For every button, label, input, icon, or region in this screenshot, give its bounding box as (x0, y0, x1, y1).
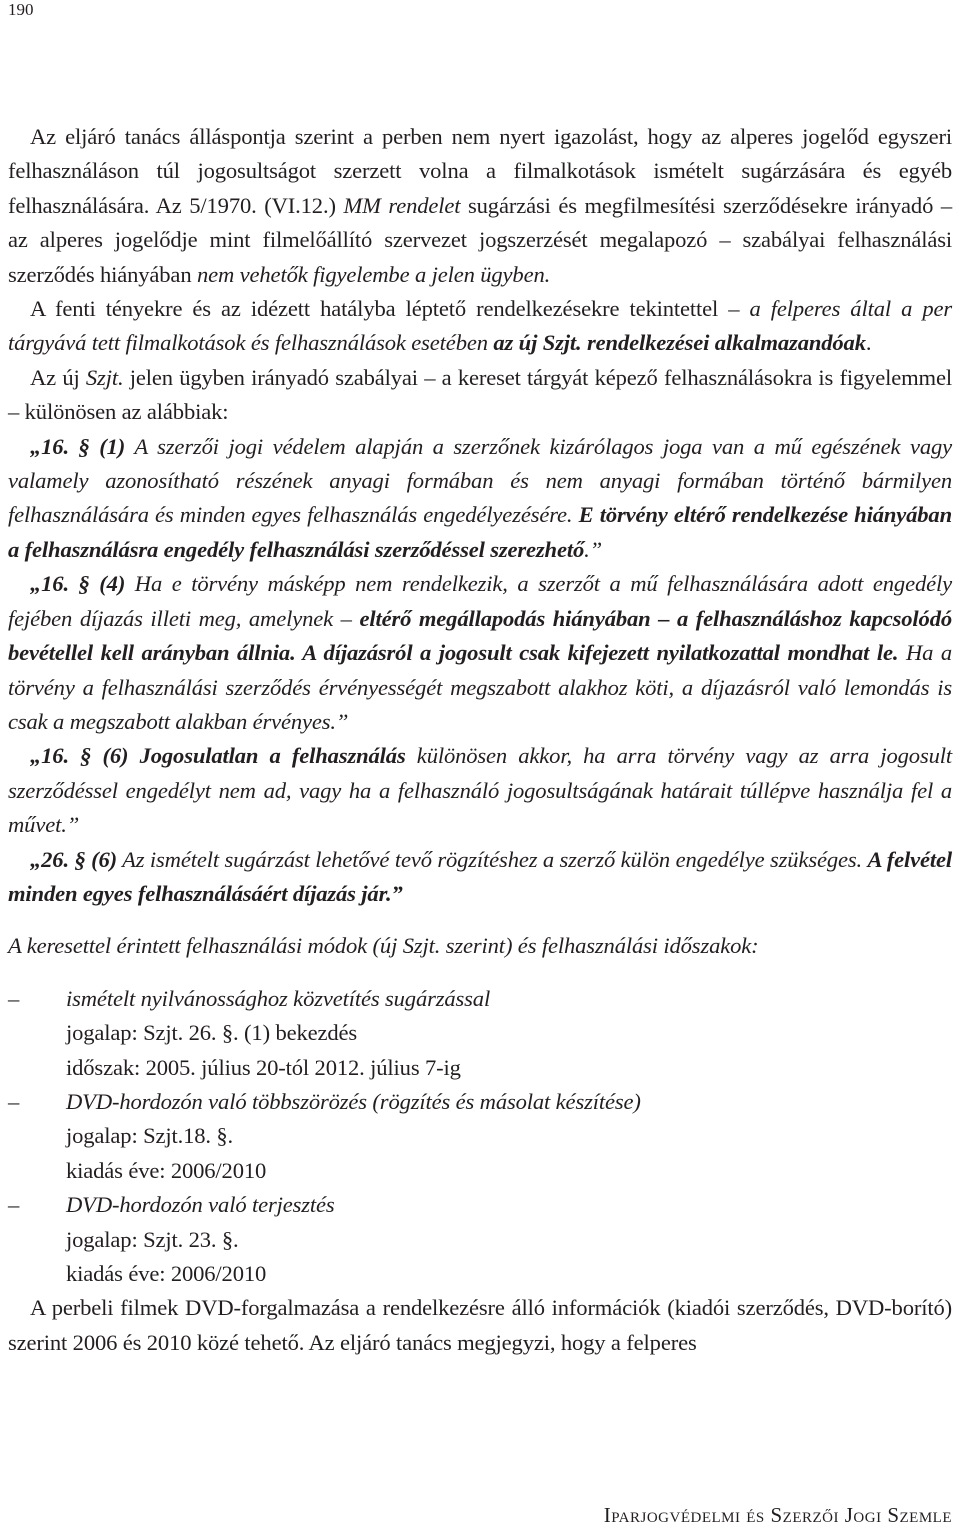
q1-text-a: „16. (30, 433, 79, 459)
q3-text-a: „16. (30, 743, 81, 769)
q4-text-c: Az ismételt sugárzást lehetővé tevő rögzítéshez a szerző külön engedélye szükséges. (117, 846, 868, 872)
list-item (8, 1188, 952, 1291)
p1-text-a: Az eljáró tanács álláspontja szerint a perben nem nyert igazolást, hogy az alperes jogelőd egyszeri felhasználáson túl jogosultságot szerzett volna a filmalkotások ismételt sugárzására és egyéb felhasználására. Az 5/1970. (VI.12.) (8, 124, 952, 218)
list-item-title: DVD-hordozón való többszörözés (rögzítés és másolat készítése) (66, 1088, 641, 1114)
quote-16-4 (8, 567, 952, 739)
list-item-title: DVD-hordozón való terjesztés (66, 1192, 335, 1218)
paragraph-1 (8, 120, 952, 292)
paragraph-4 (8, 929, 952, 963)
page-number: 190 (8, 0, 34, 19)
q4-text-b: § (6) (74, 846, 117, 872)
list-item-line: jogalap: Szjt.18. §. (66, 1123, 234, 1149)
list-dash: – (8, 1192, 20, 1218)
p2-text-b: a felperes által a per tárgyává tett filmalkotások és felhasználások esetében (8, 296, 952, 356)
usage-list (8, 982, 952, 1292)
journal-footer: Iparjogvédelmi és Szerzői Jogi Szemle (603, 1503, 952, 1527)
list-dash: – (8, 1088, 20, 1114)
paragraph-5: A perbeli filmek DVD-forgalmazása a rendelkezésre álló információk (kiadói szerződés, DVD-borító) szerint 2006 és 2010 közé tehető. Az eljáró tanács megjegyzi, hogy a felperes (8, 1295, 952, 1355)
quote-16-6 (8, 739, 952, 842)
list-dash: – (8, 985, 20, 1011)
list-item (8, 1085, 952, 1188)
document-body (8, 120, 952, 1360)
paragraph-3 (8, 361, 952, 430)
quote-26-6 (8, 843, 952, 912)
p3-text-b: Szjt. (85, 364, 124, 390)
q1-text-e: .” (584, 536, 603, 562)
p2-text-d: . (865, 330, 872, 356)
list-item-line: kiadás éve: 2006/2010 (66, 1261, 267, 1286)
q2-text-b: § (4) (78, 571, 126, 597)
q3-text-c: különösen akkor, ha arra törvény vagy az arra jogosult szerződéssel engedélyt nem ad, vagy ha a felhasználó jogosultságának határait túllépve használja fel a művet.” (8, 743, 952, 838)
p3-text-c: jelen ügyben irányadó szabályai – a kereset tárgyát képező felhasználásokra is figyelemmel – különösen az alábbiak: (8, 364, 952, 425)
p1-text-c: sugárzási és megfilmesítési szerződésekre irányadó – az alperes jogelődje mint filmelőállító szervezet jogszerzését megalapozó – szabályai felhasználási szerződés hiányában (8, 192, 952, 287)
q4-text-d: A felvétel minden egyes felhasználásáért díjazás jár.” (8, 846, 952, 906)
p2-text-c: az új Szjt. rendelkezései alkalmazandóak (493, 330, 866, 356)
q1-text-d: E törvény eltérő rendelkezése hiányában a felhasználásra engedély felhasználási szerződéssel szerezhető (8, 502, 952, 562)
q1-text-c: A szerzői jogi védelem alapján a szerzőnek kizárólagos joga van a mű egészének vagy valamely azonosítható részének anyagi formában és nem anyagi formában történő bármilyen felhasználására és minden egyes felhasználás engedélyezésére. (8, 433, 952, 528)
list-item-line: jogalap: Szjt. 26. §. (1) bekezdés (66, 1020, 358, 1046)
p1-text-d: nem vehetők figyelembe a jelen ügyben. (196, 261, 551, 287)
quote-16-1 (8, 430, 952, 568)
p2-text-a: A fenti tényekre és az idézett hatályba léptető rendelkezésekre tekintettel – (30, 296, 750, 322)
q2-text-a: „16. (30, 571, 79, 597)
p4-text: A keresettel érintett felhasználási módok (új Szjt. szerint) és felhasználási időszakok: (8, 933, 759, 959)
p3-text-a: Az új (30, 364, 86, 390)
list-item-line: időszak: 2005. július 20-tól 2012. július 7-ig (66, 1054, 461, 1080)
q2-text-e: Ha a törvény a felhasználási szerződés érvényességét megszabott alakhoz köti, a díjazásról való lemondás is csak a megszabott alakban érvényes.” (8, 640, 952, 734)
q3-text-b: § (6) Jogosulatlan a felhasználás (80, 743, 406, 769)
list-item-title: ismételt nyilvánossághoz közvetítés sugárzással (66, 985, 491, 1011)
q4-text-a: „26. (30, 846, 75, 872)
p1-text-b: MM rendelet (343, 192, 461, 218)
q2-text-c: Ha e törvény másképp nem rendelkezik, a szerzőt a mű felhasználására adott engedély fejében díjazás illeti meg, amelynek – (8, 571, 952, 631)
paragraph-2 (8, 292, 952, 361)
q1-text-b: § (1) (78, 433, 126, 459)
list-item-line: kiadás éve: 2006/2010 (66, 1157, 267, 1183)
list-item-line: jogalap: Szjt. 23. §. (66, 1226, 239, 1252)
q2-text-d: eltérő megállapodás hiányában – a felhasználáshoz kapcsolódó bevétellel kell arányban állnia. A díjazásról a jogosult csak kifejezett nyilatkozattal mondhat le. (8, 605, 952, 666)
list-item (8, 982, 952, 1085)
